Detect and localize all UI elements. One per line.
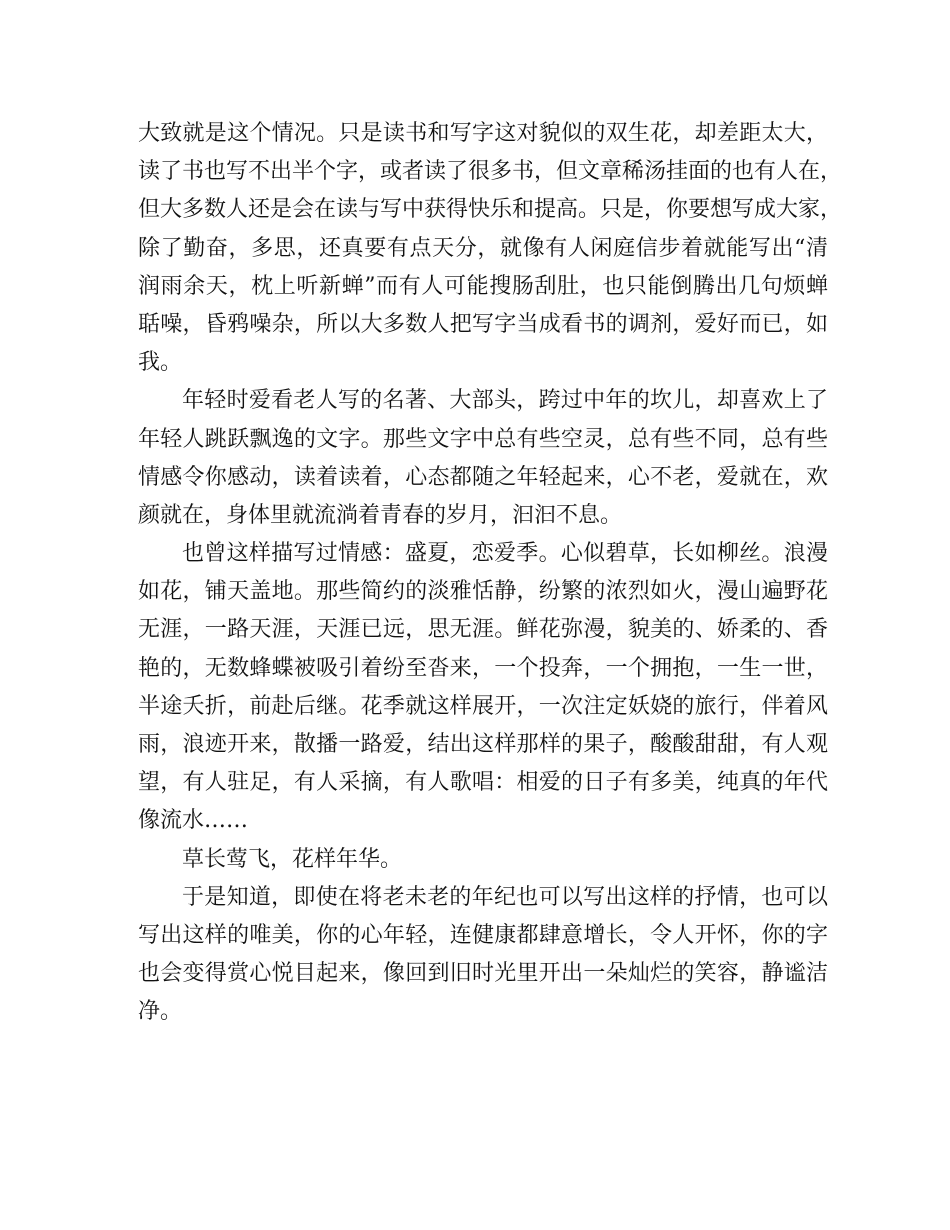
text-line: 写出这样的唯美，你的心年轻，连健康都肆意增长，令人开怀，你的字 bbox=[138, 922, 828, 948]
text-line: 年轻时爱看老人写的名著、大部头，跨过中年的坎儿，却喜欢上了 bbox=[182, 388, 828, 414]
text-line: 半途夭折，前赴后继。花季就这样展开，一次注定妖娆的旅行，伴着风 bbox=[138, 693, 828, 719]
text-line: 无涯，一路天涯，天涯已远，思无涯。鲜花弥漫，貌美的、娇柔的、香 bbox=[138, 617, 828, 643]
text-line: 艳的，无数蜂蝶被吸引着纷至沓来，一个投奔，一个拥抱，一生一世， bbox=[138, 655, 828, 681]
text-line: 望，有人驻足，有人采摘，有人歌唱：相爱的日子有多美，纯真的年代 bbox=[138, 770, 828, 796]
text-line: 颜就在，身体里就流淌着青春的岁月，汩汩不息。 bbox=[138, 502, 623, 528]
text-line: 也会变得赏心悦目起来，像回到旧时光里开出一朵灿烂的笑容，静谧洁 bbox=[138, 961, 828, 987]
text-line: 大致就是这个情况。只是读书和写字这对貌似的双生花，却差距太大， bbox=[138, 121, 828, 146]
text-line: 如花，铺天盖地。那些简约的淡雅恬静，纷繁的浓烈如火，漫山遍野花 bbox=[138, 579, 828, 605]
text-line: 于是知道，即使在将老未老的年纪也可以写出这样的抒情，也可以 bbox=[182, 884, 828, 910]
text-line: 雨，浪迹开来，散播一路爱，结出这样那样的果子，酸酸甜甜，有人观 bbox=[138, 732, 828, 757]
text-line: 读了书也写不出半个字，或者读了很多书，但文章稀汤挂面的也有人在， bbox=[138, 159, 843, 185]
text-line: 润雨余天，枕上听新蝉”而有人可能搜肠刮肚，也只能倒腾出几句烦蝉 bbox=[138, 273, 828, 299]
text-line: 像流水…… bbox=[138, 808, 249, 834]
text-line: 净。 bbox=[138, 999, 183, 1025]
text-line: 草长莺飞，花样年华。 bbox=[182, 846, 403, 872]
text-line: 除了勤奋，多思，还真要有点天分，就像有人闲庭信步着就能写出“清 bbox=[138, 235, 828, 261]
text-line: 也曾这样描写过情感：盛夏，恋爱季。心似碧草，长如柳丝。浪漫 bbox=[182, 541, 828, 567]
text-line: 我。 bbox=[138, 350, 183, 376]
text-line: 但大多数人还是会在读与写中获得快乐和提高。只是，你要想写成大家， bbox=[138, 197, 843, 223]
text-line: 聒噪，昏鸦噪杂，所以大多数人把写字当成看书的调剂，爱好而已，如 bbox=[138, 311, 828, 337]
text-line: 年轻人跳跃飘逸的文字。那些文字中总有些空灵，总有些不同，总有些 bbox=[138, 426, 828, 452]
text-line: 情感令你感动，读着读着，心态都随之年轻起来，心不老，爱就在，欢 bbox=[138, 464, 828, 490]
document-page bbox=[138, 115, 843, 1032]
